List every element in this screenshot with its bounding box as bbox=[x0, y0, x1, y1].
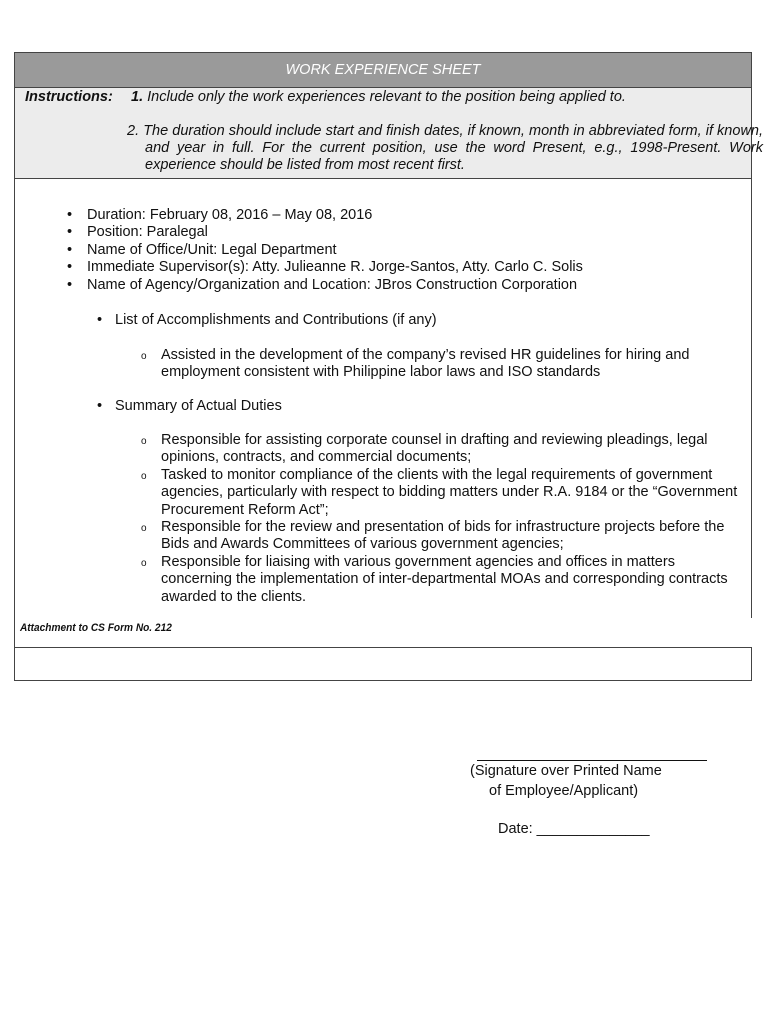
form-title: WORK EXPERIENCE SHEET bbox=[15, 53, 751, 88]
detail-agency: • Name of Agency/Organization and Location: JBros Construction Corporation bbox=[65, 277, 735, 294]
attachment-divider bbox=[14, 647, 752, 648]
accomplishments-list bbox=[139, 347, 749, 382]
detail-supervisor: • Immediate Supervisor(s): Atty. Julieanne R. Jorge-Santos, Atty. Carlo C. Solis bbox=[65, 259, 735, 276]
duty-item: o Tasked to monitor compliance of the clients with the legal requirements of government agencies, particularly with respect to bidding matters under R.A. 9184 or the “Government Procurement Reform Act”; bbox=[139, 467, 749, 519]
detail-duration: • Duration: February 08, 2016 – May 08, 2016 bbox=[65, 207, 735, 224]
instruction-2-number: 2. bbox=[127, 123, 140, 139]
accomplishment-item: o Assisted in the development of the company’s revised HR guidelines for hiring and employment consistent with Philippine labor laws and ISO standards bbox=[139, 347, 749, 382]
attachment-note: Attachment to CS Form No. 212 bbox=[20, 622, 172, 634]
border-gap bbox=[750, 618, 756, 648]
duty-item: o Responsible for liaising with various government agencies and offices in matters concerning the implementation of inter-departmental MOAs and corresponding contracts awarded to the clients. bbox=[139, 554, 749, 606]
accomplishments-heading: • List of Accomplishments and Contributions (if any) bbox=[95, 312, 755, 329]
detail-list bbox=[65, 207, 735, 294]
duties-heading: • Summary of Actual Duties bbox=[95, 398, 755, 415]
date-field: Date: ______________ bbox=[498, 821, 650, 837]
duties-list bbox=[139, 432, 749, 606]
work-experience-form bbox=[14, 52, 764, 681]
duty-item: o Responsible for assisting corporate counsel in drafting and reviewing pleadings, legal opinions, contracts, and commercial documents; bbox=[139, 432, 749, 467]
signature-caption-1: (Signature over Printed Name bbox=[470, 763, 662, 779]
signature-line bbox=[477, 760, 707, 761]
detail-position: • Position: Paralegal bbox=[65, 224, 735, 241]
experience-content bbox=[15, 179, 751, 649]
instructions-label: Instructions: bbox=[25, 89, 113, 105]
instruction-1 bbox=[131, 89, 626, 106]
instruction-2-text: The duration should include start and finish dates, if known, month in abbreviated form, if known, and year in full. For the current position, use the word Present, e.g., 1998-Present. Work experience should be listed from most recent first. bbox=[143, 123, 764, 173]
duty-item: o Responsible for the review and presentation of bids for infrastructure projects before the Bids and Awards Committees of various government agencies; bbox=[139, 519, 749, 554]
instruction-2 bbox=[127, 123, 763, 174]
signature-caption-2: of Employee/Applicant) bbox=[489, 783, 639, 799]
instruction-1-number: 1. bbox=[131, 89, 144, 105]
detail-office: • Name of Office/Unit: Legal Department bbox=[65, 242, 735, 259]
instruction-1-text: Include only the work experiences relevant to the position being applied to. bbox=[147, 89, 626, 105]
instructions-section bbox=[15, 88, 764, 179]
